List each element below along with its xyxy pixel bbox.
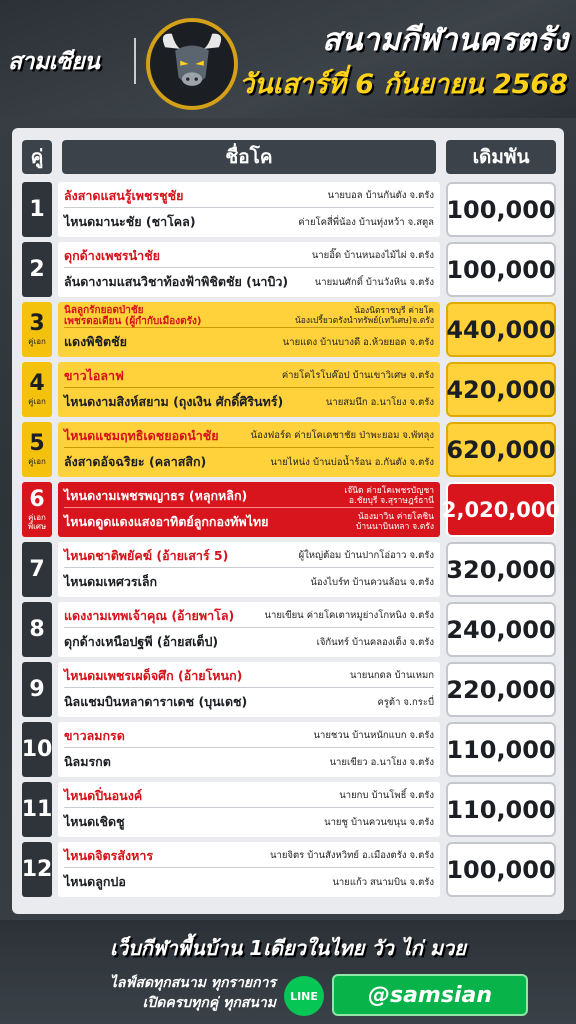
live-text-line1: ไลฟ์สดทุกสนาม ทุกรายการ bbox=[109, 975, 276, 991]
pair-number-value: 1 bbox=[29, 196, 45, 222]
pair-number-value: 3 bbox=[29, 311, 45, 336]
match-table bbox=[12, 128, 564, 914]
fighter-b-owner: นายแก้ว สนามบิน จ.ตรัง bbox=[332, 876, 434, 888]
pair-tag: คู่เอก bbox=[28, 457, 46, 466]
table-row bbox=[22, 302, 556, 357]
fighter-a bbox=[64, 424, 434, 448]
fighter-b-owner-line2: บ้านนาบินหลา จ.ตรัง bbox=[356, 522, 434, 532]
pair-number bbox=[22, 302, 52, 357]
fighter-b-name: ไหนดมเหศวรเล็ก bbox=[64, 574, 158, 589]
fighter-a bbox=[64, 364, 434, 388]
fighter-b-owner: นายมนศักดิ์ บ้านวังหิน จ.ตรัง bbox=[314, 276, 434, 288]
column-header-pair: คู่ bbox=[22, 140, 52, 174]
table-row bbox=[22, 662, 556, 717]
fighter-a-owner: ค่ายโคไรโบค๊อป บ้านเขาวิเศษ จ.ตรัง bbox=[281, 370, 434, 381]
fighter-b bbox=[64, 210, 434, 234]
fighter-a-name-line1: นิลลูกรักยอดป่าชัย bbox=[64, 304, 144, 316]
fighter-names bbox=[58, 362, 440, 417]
fighter-names bbox=[58, 842, 440, 897]
fighter-a-owner: นายจิตร บ้านสังหวิทย์ อ.เมืองตรัง จ.ตรัง bbox=[269, 850, 434, 861]
fighter-b-owner: เจิกันทร์ บ้านคลองเต็ง จ.ตรัง bbox=[316, 636, 434, 648]
fighter-names bbox=[58, 782, 440, 837]
fighter-b-name: ดุกด้างเหนือปฐพี (อ้ายสเต็ป) bbox=[64, 634, 219, 649]
pair-number-value: 9 bbox=[29, 676, 45, 702]
fighter-a-owner: นายอิ๊ด บ้านหนองไม้ไผ่ จ.ตรัง bbox=[311, 250, 434, 261]
fighter-b-name: ไหนดมานะชัย (ชาโคล) bbox=[64, 214, 196, 229]
table-row bbox=[22, 362, 556, 417]
fighter-names bbox=[58, 242, 440, 297]
fighter-b-owner: ค่ายโคสี่พี่น้อง บ้านทุ่งหว้า จ.สตูล bbox=[298, 216, 434, 228]
fighter-names bbox=[58, 542, 440, 597]
bet-amount: 110,000 bbox=[446, 782, 556, 837]
fighter-a bbox=[64, 664, 434, 688]
bet-amount: 2,020,000 bbox=[446, 482, 556, 537]
line-app-icon[interactable]: LINE bbox=[284, 976, 324, 1016]
line-handle-button[interactable]: @samsian bbox=[332, 974, 528, 1016]
pair-number-value: 6 bbox=[29, 486, 45, 512]
fighter-b-name: นิลแชมบินหลาดาราเดช (บุนเดช) bbox=[64, 694, 248, 709]
fighter-a-owner bbox=[295, 306, 434, 326]
fighter-a-owner: น้องฟอร์ด ค่ายโคเดชาชัย ป่าพะยอม จ.พัทลุง bbox=[250, 430, 434, 441]
fighter-b bbox=[64, 510, 434, 534]
pair-number bbox=[22, 242, 52, 297]
fighter-names bbox=[58, 302, 440, 357]
fighter-a bbox=[64, 724, 434, 748]
table-row bbox=[22, 242, 556, 297]
pair-number bbox=[22, 482, 52, 537]
fighter-b-owner: นายสมนึก อ.นาโยง จ.ตรัง bbox=[325, 396, 434, 408]
pair-tag: คู่เอกพิเศษ bbox=[27, 512, 47, 531]
fighter-names bbox=[58, 722, 440, 777]
fighter-names bbox=[58, 422, 440, 477]
header bbox=[0, 0, 576, 118]
fighter-b bbox=[64, 810, 434, 834]
column-header-bet: เดิมพัน bbox=[446, 140, 556, 174]
fighter-b-owner: นายชู บ้านควนขนุน จ.ตรัง bbox=[324, 816, 434, 828]
fighter-a-name: ลังสาดแสนรู้เพชรชูชัย bbox=[64, 187, 184, 203]
pair-number-value: 11 bbox=[21, 796, 53, 822]
pair-number-value: 4 bbox=[29, 371, 45, 396]
fighter-a bbox=[64, 244, 434, 268]
event-date: วันเสาร์ที่ 6 กันยายน 2568 bbox=[239, 69, 568, 100]
bet-amount: 100,000 bbox=[446, 242, 556, 297]
fighter-b bbox=[64, 630, 434, 654]
fighter-a-name: ขาวลมกรด bbox=[64, 727, 125, 743]
bull-logo-icon bbox=[146, 18, 238, 110]
fighter-a-owner-line1: น้องนิตราชบุรี ค่ายโค bbox=[354, 305, 434, 316]
bet-amount: 100,000 bbox=[446, 842, 556, 897]
pair-number-value: 12 bbox=[21, 856, 53, 882]
fighter-names bbox=[58, 182, 440, 237]
pair-number-value: 5 bbox=[29, 431, 45, 456]
fighter-b-owner: ครูต้า จ.กระบี่ bbox=[377, 696, 434, 708]
table-row bbox=[22, 782, 556, 837]
fighter-a bbox=[64, 484, 434, 508]
pair-number-value: 10 bbox=[21, 736, 53, 762]
fighter-a bbox=[64, 784, 434, 808]
pair-number-value: 8 bbox=[29, 616, 45, 642]
fighter-a-owner: นายกบ บ้านโพธิ์ จ.ตรัง bbox=[339, 790, 434, 801]
pair-number bbox=[22, 182, 52, 237]
fighter-a-name: ไหนดชาติพยัคฆ์ (อ้ายเสาร์ 5) bbox=[64, 547, 229, 563]
fighter-a-name: ไหนดจิตรสังหาร bbox=[64, 847, 154, 863]
bet-amount: 420,000 bbox=[446, 362, 556, 417]
table-row bbox=[22, 722, 556, 777]
fighter-a-owner: นายนกดล บ้านเหมก bbox=[349, 670, 434, 681]
fighter-a-owner bbox=[344, 486, 434, 506]
fighter-b bbox=[64, 330, 434, 354]
fighter-a-name bbox=[64, 305, 201, 327]
fighter-a-name-line2: เพชรตอเดียน (ผู้กำกับเมืองตรัง) bbox=[64, 315, 202, 327]
fighter-b bbox=[64, 870, 434, 894]
fighter-a-owner-line2: อ.ชัยบุรี จ.สุราษฎร์ธานี bbox=[348, 495, 434, 506]
fighter-names bbox=[58, 482, 440, 537]
fighter-b-owner: นายแดง บ้านบางดี อ.ห้วยยอด จ.ตรัง bbox=[282, 336, 434, 348]
fighter-a bbox=[64, 304, 434, 328]
fighter-b bbox=[64, 270, 434, 294]
brand-text: สามเซียน bbox=[8, 49, 100, 75]
fighter-names bbox=[58, 662, 440, 717]
pair-number bbox=[22, 842, 52, 897]
table-row bbox=[22, 602, 556, 657]
slogan: เว็บกีฬาพื้นบ้าน 1เดียวในไทย วัว ไก่ มวย bbox=[110, 936, 466, 960]
fighter-b-name: ไหนดงามสิงห์สยาม (ถุงเงิน ศักดิ์ศิรินทร์) bbox=[64, 394, 284, 409]
pair-number bbox=[22, 782, 52, 837]
bet-amount: 100,000 bbox=[446, 182, 556, 237]
fighter-a-owner: ผู้ใหญ่ต้อม บ้านปากโอ่อาว จ.ตรัง bbox=[298, 550, 434, 561]
table-row bbox=[22, 182, 556, 237]
fighter-b-name: ไหนดลูกปอ bbox=[64, 874, 126, 889]
bet-amount: 440,000 bbox=[446, 302, 556, 357]
stadium-title: สนามกีฬานครตรัง bbox=[322, 22, 568, 58]
fighter-b-owner: นายเขียว อ.นาโยง จ.ตรัง bbox=[329, 756, 434, 768]
fighter-b-name: ไหนดดูดแดงแสงอาทิตย์ลูกกองทัพไทย bbox=[64, 514, 269, 529]
fighter-a-owner-line2: น้องเปรี้ยวตรังนำทรัพย์(เทวิเศษ)จ.ตรัง bbox=[295, 315, 434, 326]
fighter-a-name: ไหนดมเพชรเผด็จศึก (อ้ายโหนก) bbox=[64, 667, 243, 683]
fighter-a-name: แดงงามเทพเจ้าคุณ (อ้ายพาโล) bbox=[64, 607, 235, 623]
fighter-b-name: ไหนดเชิดชู bbox=[64, 814, 125, 829]
fighter-names bbox=[58, 602, 440, 657]
fighter-a bbox=[64, 184, 434, 208]
fighter-b-owner: น้องไบร์ท บ้านควนล้อน จ.ตรัง bbox=[310, 576, 434, 588]
pair-number bbox=[22, 662, 52, 717]
fighter-b bbox=[64, 570, 434, 594]
fighter-a-owner-line1: เจ๊นิด ค่ายโคเพชรบัญชา bbox=[344, 485, 434, 496]
fighter-a bbox=[64, 844, 434, 868]
fighter-b-name: ลันดางามแสนวิชาท้องฟ้าพิชิตชัย (นาบิว) bbox=[64, 274, 289, 289]
fighter-b-owner-line1: น้องมาวิน ค่ายโคชิน bbox=[358, 512, 434, 522]
pair-number bbox=[22, 722, 52, 777]
fighter-b bbox=[64, 750, 434, 774]
pair-number bbox=[22, 362, 52, 417]
pair-number bbox=[22, 422, 52, 477]
fighter-b-name: นิลมรกต bbox=[64, 754, 111, 769]
bet-amount: 620,000 bbox=[446, 422, 556, 477]
fighter-a bbox=[64, 604, 434, 628]
pair-number-value: 2 bbox=[29, 256, 45, 282]
live-text-line2: เปิดครบทุกคู่ ทุกสนาม bbox=[142, 995, 276, 1011]
pair-number bbox=[22, 542, 52, 597]
table-row bbox=[22, 482, 561, 537]
fighter-a-owner: นายชวน บ้านหนักแบก จ.ตรัง bbox=[313, 730, 434, 741]
fighter-b-name: แดงพิชิตชัย bbox=[64, 334, 127, 349]
fighter-a bbox=[64, 544, 434, 568]
fighter-b-owner: นายไหน่ง บ้านบ่อน้ำร้อน อ.กันตัง จ.ตรัง bbox=[270, 456, 434, 468]
bet-amount: 110,000 bbox=[446, 722, 556, 777]
column-header-name: ชื่อโค bbox=[62, 140, 436, 174]
match-rows bbox=[21, 182, 561, 902]
fighter-b bbox=[64, 690, 434, 714]
pair-tag: คู่เอก bbox=[28, 337, 46, 346]
fighter-a-name: ไหนดแชมฤทธิเดชยอดนำชัย bbox=[64, 427, 219, 443]
pair-number-value: 7 bbox=[29, 556, 45, 582]
pair-tag: คู่เอก bbox=[28, 397, 46, 406]
fighter-a-name: ดุกด้างเพชรนำชัย bbox=[64, 247, 161, 263]
bet-amount: 320,000 bbox=[446, 542, 556, 597]
footer bbox=[0, 920, 576, 1024]
table-row bbox=[22, 542, 556, 597]
fighter-a-name: ไหนดงามเพชรพญาธร (หลุกหลิก) bbox=[64, 487, 248, 503]
fighter-a-name: ขาวไอลาฟ bbox=[64, 367, 124, 383]
bet-amount: 240,000 bbox=[446, 602, 556, 657]
bet-amount: 220,000 bbox=[446, 662, 556, 717]
fighter-b-name: ลังสาดอัจฉริยะ (คลาสสิก) bbox=[64, 454, 207, 469]
fighter-b bbox=[64, 390, 434, 414]
fighter-a-owner: นายบอล บ้านกันตัง จ.ตรัง bbox=[327, 190, 434, 201]
brand-divider bbox=[134, 38, 136, 84]
fighter-b-owner bbox=[356, 512, 434, 532]
fighter-b bbox=[64, 450, 434, 474]
fighter-a-owner: นายเขียน ค่ายโคเตาหมูย่างโกหนิง จ.ตรัง bbox=[264, 610, 434, 621]
table-row bbox=[22, 422, 556, 477]
pair-number bbox=[22, 602, 52, 657]
fighter-a-name: ไหนดปิ่นอนงค์ bbox=[64, 787, 143, 803]
table-row bbox=[22, 842, 556, 897]
